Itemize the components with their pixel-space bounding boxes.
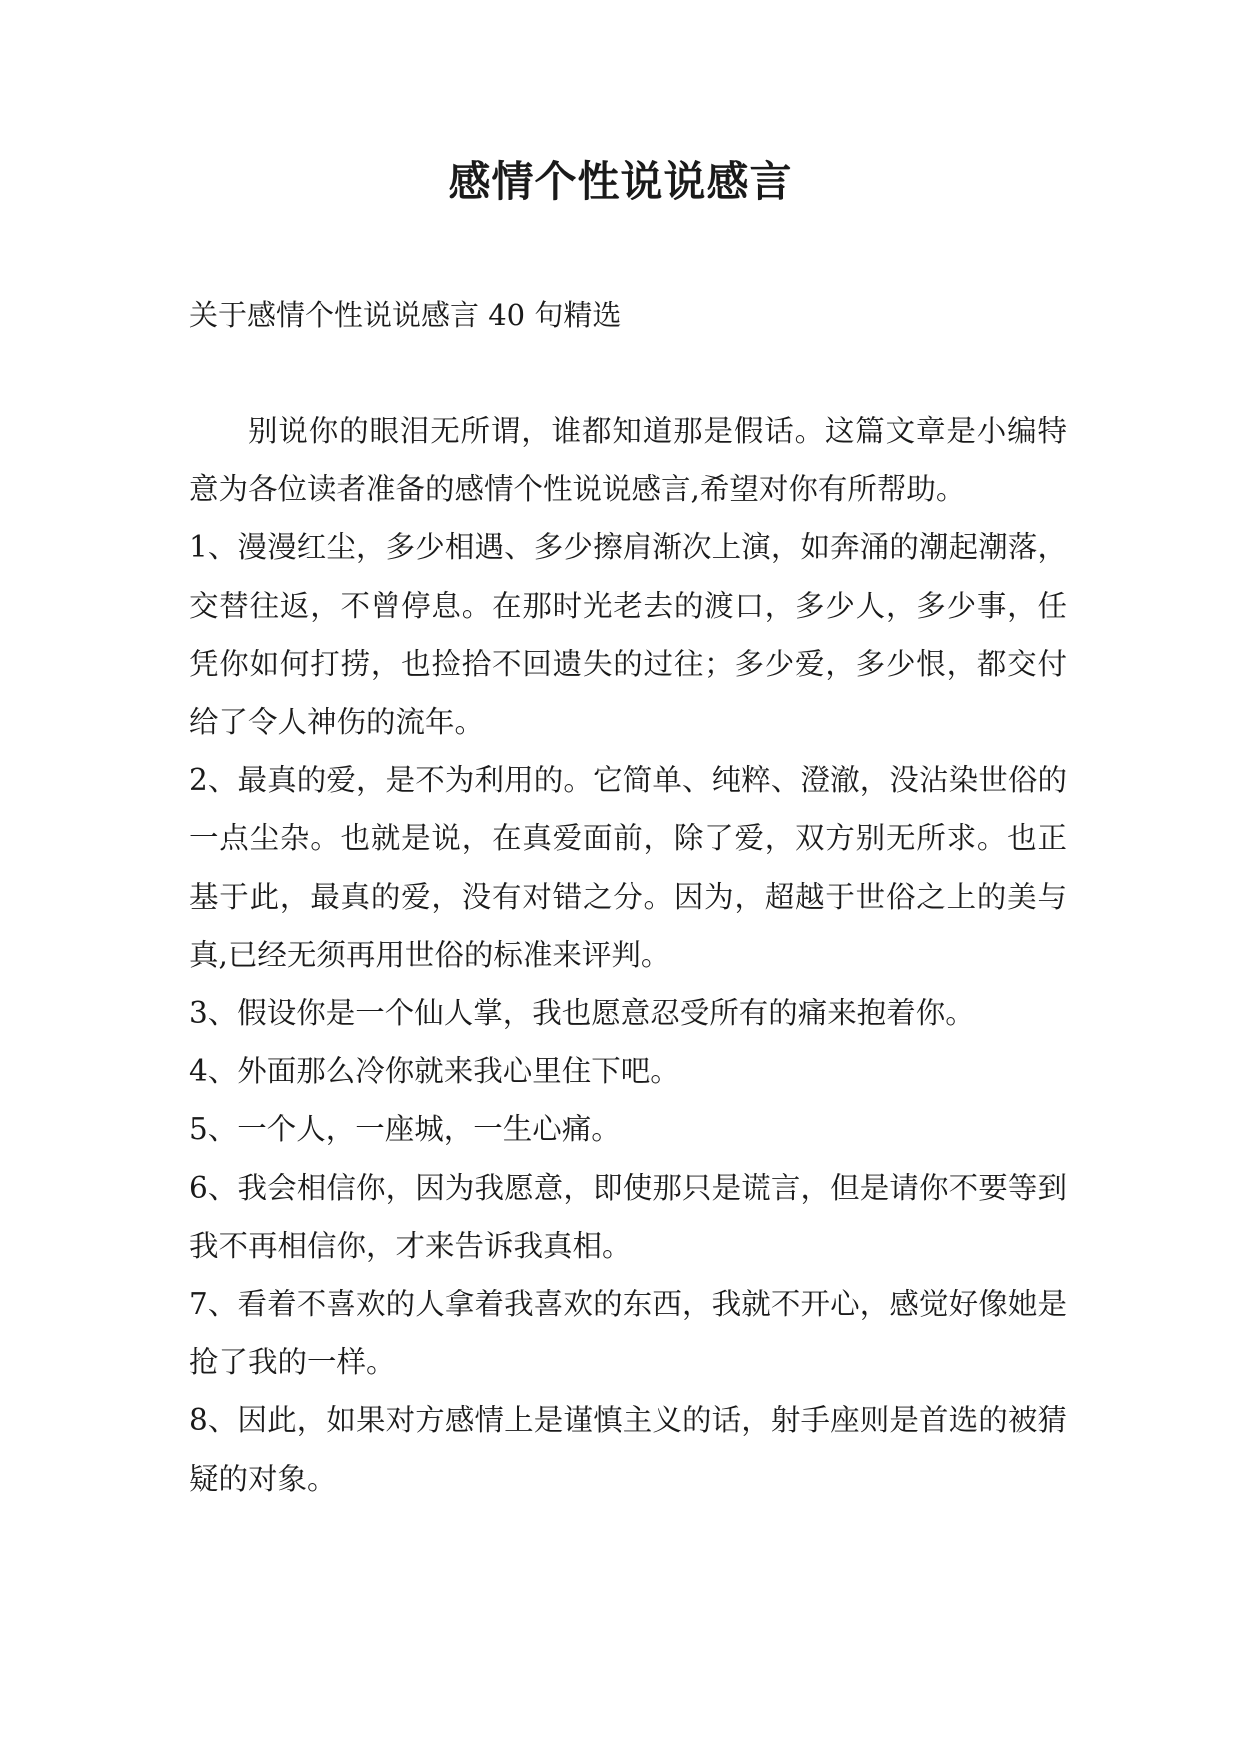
quote-item-1: 1、漫漫红尘，多少相遇、多少擦肩渐次上演，如奔涌的潮起潮落，交替往返，不曾停息。在那时光老去的渡口，多少人，多少事，任凭你如何打捞，也捡拾不回遗失的过往；多少爱，多少恨，都交付给了令人神伤的流年。 <box>189 530 1067 740</box>
quote-item-2: 2、最真的爱，是不为利用的。它简单、纯粹、澄澈，没沾染世俗的一点尘杂。也就是说，在真爱面前，除了爱，双方别无所求。也正基于此，最真的爱，没有对错之分。因为，超越于世俗之上的美与真,已经无须再用世俗的标准来评判。 <box>189 763 1067 972</box>
document-subtitle: 关于感情个性说说感言 40 句精选 <box>189 298 622 332</box>
quote-item-7: 7、看着不喜欢的人拿着我喜欢的东西，我就不开心，感觉好像她是抢了我的一样。 <box>189 1287 1067 1380</box>
quote-item-8: 8、因此，如果对方感情上是谨慎主义的话，射手座则是首选的被猜疑的对象。 <box>189 1403 1067 1496</box>
quote-item-6: 6、我会相信你，因为我愿意，即使那只是谎言，但是请你不要等到我不再相信你，才来告诉我真相。 <box>189 1170 1067 1263</box>
document-title: 感情个性说说感言 <box>448 157 793 206</box>
intro-paragraph: 别说你的眼泪无所谓，谁都知道那是假话。这篇文章是小编特意为各位读者准备的感情个性说说感言,希望对你有所帮助。 <box>189 414 1067 507</box>
document-body <box>189 402 1067 1508</box>
quote-item-3: 3、假设你是一个仙人掌，我也愿意忍受所有的痛来抱着你。 <box>189 996 975 1031</box>
quote-item-5: 5、一个人，一座城，一生心痛。 <box>189 1112 621 1147</box>
quote-item-4: 4、外面那么冷你就来我心里住下吧。 <box>189 1054 680 1089</box>
